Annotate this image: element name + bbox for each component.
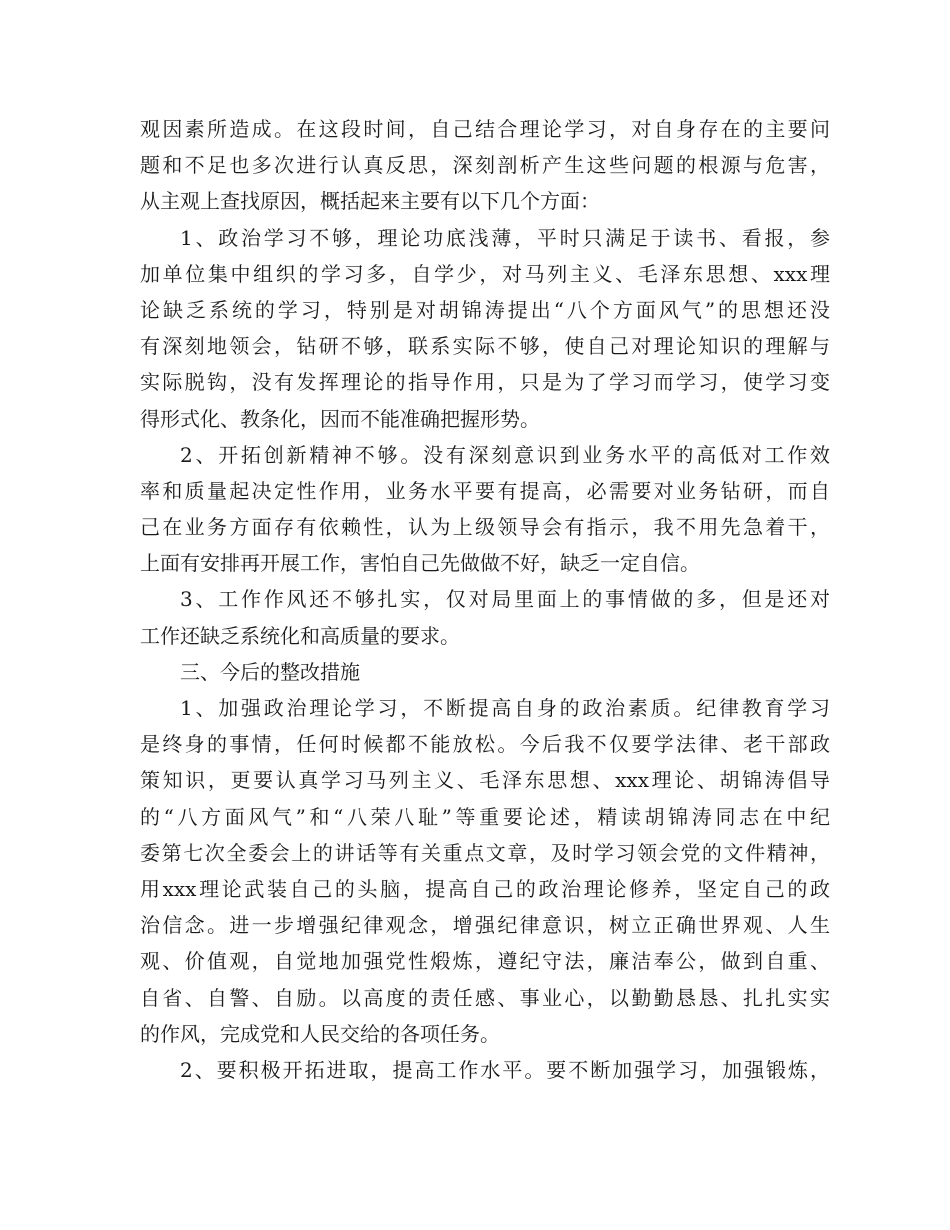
text-line: 实际脱钩，没有发挥理论的指导作用，只是为了学习而学习，使学习变 xyxy=(140,370,830,395)
text-line: 是终身的事情，任何时候都不能放松。今后我不仅要学法律、老干部政 xyxy=(140,732,830,757)
document-body xyxy=(140,111,830,1088)
text-line: 己在业务方面存有依赖性，认为上级领导会有指示，我不用先急着干， xyxy=(140,515,830,540)
text-line: 三、今后的整改措施 xyxy=(180,659,360,684)
text-line: 用xxx理论武装自己的头脑，提高自己的政治理论修养，坚定自己的政 xyxy=(140,876,830,901)
text-line: 的“八方面风气”和“八荣八耻”等重要论述，精读胡锦涛同志在中纪 xyxy=(140,804,830,829)
text-line: 工作还缺乏系统化和高质量的要求。 xyxy=(140,623,460,648)
text-line: 3、工作作风还不够扎实，仅对局里面上的事情做的多，但是还对 xyxy=(180,587,830,612)
text-line: 1、政治学习不够，理论功底浅薄，平时只满足于读书、看报，参 xyxy=(180,225,830,250)
text-line: 加单位集中组织的学习多，自学少，对马列主义、毛泽东思想、xxx理 xyxy=(140,261,830,286)
text-line: 1、加强政治理论学习，不断提高自身的政治素质。纪律教育学习 xyxy=(180,696,830,720)
text-line: 论缺乏系统的学习，特别是对胡锦涛提出“八个方面风气”的思想还没 xyxy=(140,297,830,322)
text-line: 观因素所造成。在这段时间，自己结合理论学习，对自身存在的主要问 xyxy=(140,117,830,141)
text-line: 从主观上查找原因，概括起来主要有以下几个方面： xyxy=(140,189,600,214)
text-line: 率和质量起决定性作用，业务水平要有提高，必需要对业务钻研，而自 xyxy=(140,478,830,503)
text-line: 治信念。进一步增强纪律观念，增强纪律意识，树立正确世界观、人生 xyxy=(140,913,830,938)
text-line: 有深刻地领会，钻研不够，联系实际不够，使自己对理论知识的理解与 xyxy=(140,334,830,359)
text-line: 题和不足也多次进行认真反思，深刻剖析产生这些问题的根源与危害， xyxy=(140,153,830,178)
text-line: 自省、自警、自励。以高度的责任感、事业心，以勤勤恳恳、扎扎实实 xyxy=(140,985,830,1010)
text-line: 2、要积极开拓进取，提高工作水平。要不断加强学习，加强锻炼， xyxy=(180,1057,830,1082)
text-line: 委第七次全委会上的讲话等有关重点文章，及时学习领会党的文件精神， xyxy=(140,840,830,865)
text-line: 2、开拓创新精神不够。没有深刻意识到业务水平的高低对工作效 xyxy=(180,442,830,467)
text-line: 得形式化、教条化，因而不能准确把握形势。 xyxy=(140,406,540,431)
text-line: 的作风，完成党和人民交给的各项任务。 xyxy=(140,1021,500,1046)
text-line: 上面有安排再开展工作，害怕自己先做做不好，缺乏一定自信。 xyxy=(140,551,700,576)
text-line: 策知识，更要认真学习马列主义、毛泽东思想、xxx理论、胡锦涛倡导 xyxy=(140,768,830,793)
text-line: 观、价值观，自觉地加强党性煅炼，遵纪守法，廉洁奉公，做到自重、 xyxy=(140,949,830,974)
